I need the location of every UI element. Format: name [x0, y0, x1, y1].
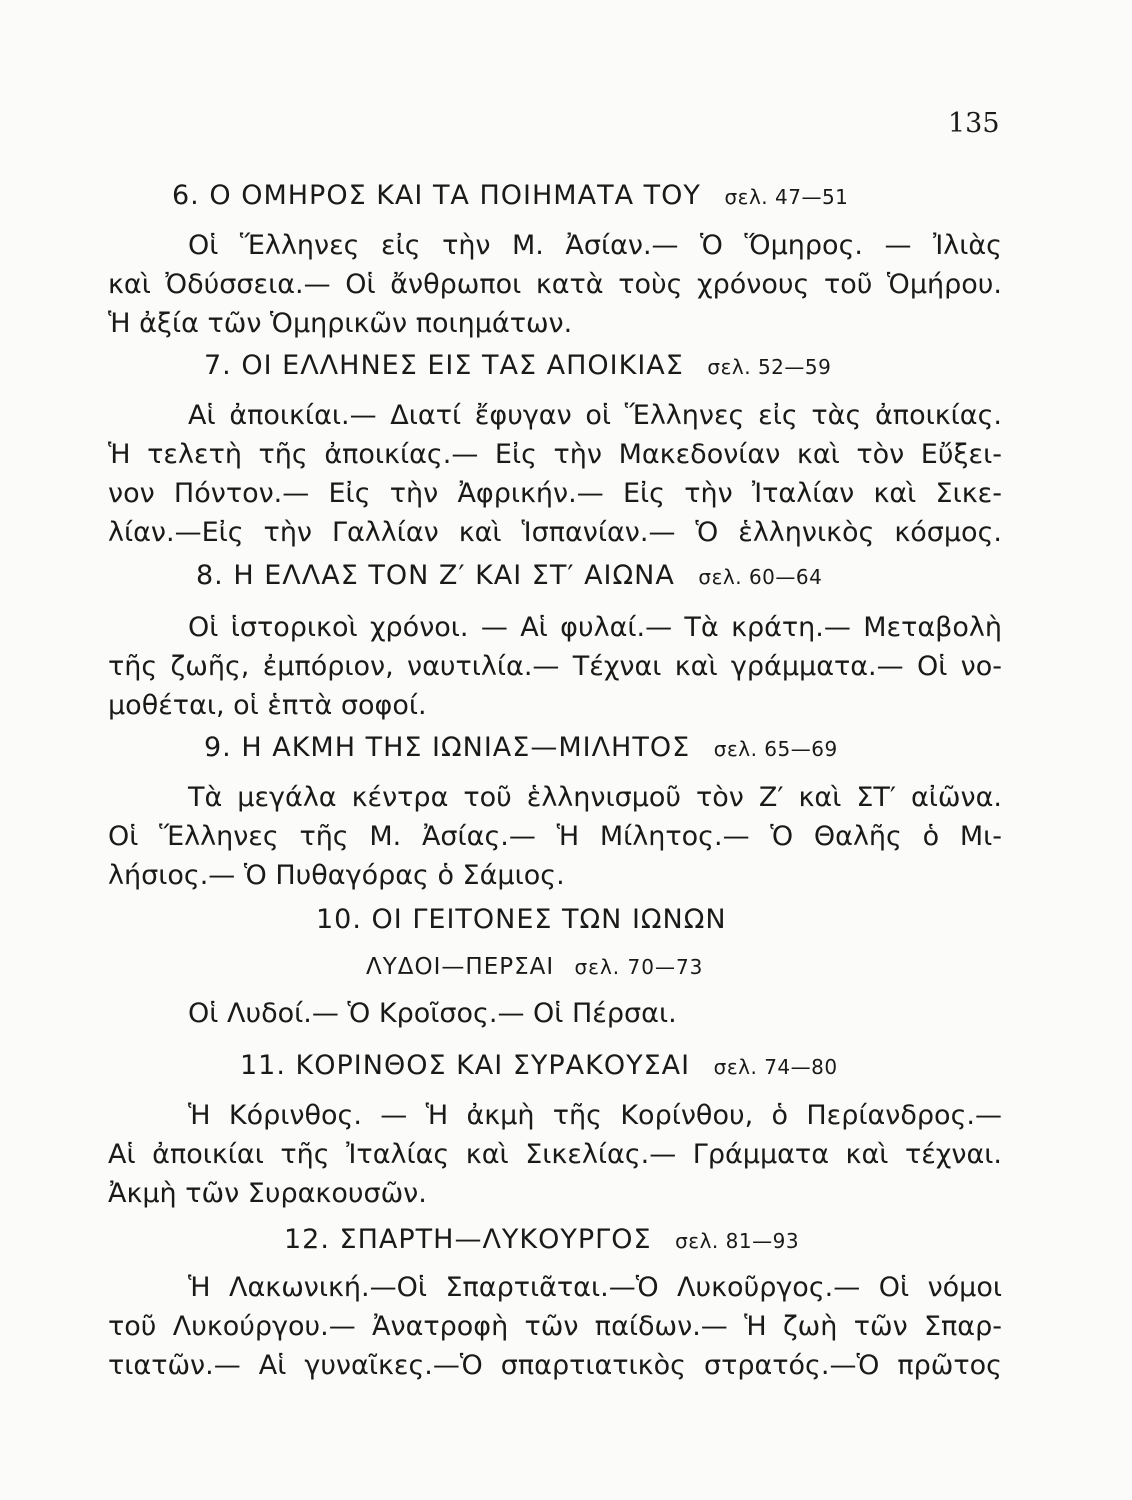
chapter-number: 8. — [196, 560, 224, 591]
chapter-pages: σελ. 70—73 — [574, 955, 704, 979]
chapter-number: 7. — [204, 350, 232, 381]
summary-line: τιατῶν.— Αἱ γυναῖκες.—Ὁ σπαρτιατικὸς στρατός.—Ὁ πρῶτος — [108, 1350, 1002, 1381]
chapter-number: 6. — [172, 180, 200, 211]
chapter-pages: σελ. 60—64 — [698, 565, 823, 589]
summary-line: μοθέται, οἱ ἑπτὰ σοφοί. — [108, 690, 427, 721]
summary-line: Οἱ Λυδοί.— Ὁ Κροῖσος.— Οἱ Πέρσαι. — [188, 998, 677, 1029]
summary-line: τῆς ζωῆς, ἐμπόριον, ναυτιλία.— Τέχναι καὶ γράμματα.— Οἱ νο- — [108, 651, 1002, 682]
summary-line: Αἱ ἀποικίαι.— Διατί ἔφυγαν οἱ Ἕλληνες εἰς τὰς ἀποικίας. — [188, 400, 1002, 431]
chapter-title: Η ΑΚΜΗ ΤΗΣ ΙΩΝΙΑΣ—ΜΙΛΗΤΟΣ — [241, 732, 691, 763]
summary-line: Ἡ τελετὴ τῆς ἀποικίας.— Εἰς τὴν Μακεδονίαν καὶ τὸν Εὔξει- — [108, 439, 1002, 470]
summary-line: Ἡ Λακωνική.—Οἱ Σπαρτιᾶται.—Ὁ Λυκοῦργος.— Οἱ νόμοι — [188, 1272, 1002, 1303]
chapter-heading — [240, 1050, 838, 1081]
chapter-title: Η ΕΛΛΑΣ ΤΟΝ Ζ′ ΚΑΙ ΣΤ′ ΑΙΩΝΑ — [233, 560, 675, 591]
chapter-pages: σελ. 74—80 — [713, 1055, 838, 1079]
chapter-number: 11. — [240, 1050, 286, 1081]
summary-line: Ἀκμὴ τῶν Συρακουσῶν. — [108, 1178, 427, 1209]
chapter-pages: σελ. 65—69 — [713, 737, 838, 761]
chapter-title: ΟΙ ΕΛΛΗΝΕΣ ΕΙΣ ΤΑΣ ΑΠΟΙΚΙΑΣ — [241, 350, 684, 381]
chapter-number: 9. — [204, 732, 232, 763]
chapter-summary — [108, 1268, 1002, 1385]
summary-line: καὶ Ὀδύσσεια.— Οἱ ἄνθρωποι κατὰ τοὺς χρόνους τοῦ Ὁμήρου. — [108, 269, 1002, 300]
chapter-subtitle: ΛΥΔΟΙ—ΠΕΡΣΑΙ — [366, 954, 555, 980]
chapter-title: ΚΟΡΙΝΘΟΣ ΚΑΙ ΣΥΡΑΚΟΥΣΑΙ — [295, 1050, 691, 1081]
summary-line: Αἱ ἀποικίαι τῆς Ἰταλίας καὶ Σικελίας.— Γράμματα καὶ τέχναι. — [108, 1139, 1002, 1170]
summary-line: νον Πόντον.— Εἰς τὴν Ἀφρικήν.— Εἰς τὴν Ἰταλίαν καὶ Σικε- — [108, 478, 1002, 509]
chapter-heading — [204, 350, 831, 381]
chapter-heading — [316, 904, 727, 935]
summary-line: Οἱ ἱστορικοὶ χρόνοι. — Αἱ φυλαί.— Τὰ κράτη.— Μεταβολὴ — [188, 612, 1002, 643]
chapter-summary — [108, 396, 1002, 552]
summary-line: Οἱ Ἕλληνες εἰς τὴν Μ. Ἀσίαν.— Ὁ Ὅμηρος. — Ἰλιὰς — [188, 230, 1002, 261]
page-number: 135 — [948, 108, 1000, 139]
summary-line: λίαν.—Εἰς τὴν Γαλλίαν καὶ Ἱσπανίαν.— Ὁ ἑλληνικὸς κόσμος. — [108, 517, 1002, 548]
chapter-pages: σελ. 47—51 — [724, 185, 849, 209]
chapter-heading — [172, 180, 848, 211]
chapter-summary — [108, 994, 1002, 1033]
chapter-heading — [204, 732, 838, 763]
chapter-heading — [196, 560, 822, 591]
chapter-pages: σελ. 52—59 — [707, 355, 832, 379]
summary-line: τοῦ Λυκούργου.— Ἀνατροφὴ τῶν παίδων.— Ἡ ζωὴ τῶν Σπαρ- — [108, 1311, 1002, 1342]
chapter-summary — [108, 226, 1002, 343]
chapter-summary — [108, 778, 1002, 895]
summary-line: Ἡ Κόρινθος. — Ἡ ἀκμὴ τῆς Κορίνθου, ὁ Περίανδρος.— — [188, 1100, 1002, 1131]
summary-line: Ἡ ἀξία τῶν Ὁμηρικῶν ποιημάτων. — [108, 308, 573, 339]
summary-line: λήσιος.— Ὁ Πυθαγόρας ὁ Σάμιος. — [108, 860, 565, 891]
summary-line: Τὰ μεγάλα κέντρα τοῦ ἑλληνισμοῦ τὸν Ζ′ καὶ ΣΤ′ αἰῶνα. — [188, 782, 1002, 813]
chapter-pages: σελ. 81—93 — [675, 1229, 800, 1253]
chapter-summary — [108, 608, 1002, 725]
chapter-title: Ο ΟΜΗΡΟΣ ΚΑΙ ΤΑ ΠΟΙΗΜΑΤΑ ΤΟΥ — [209, 180, 701, 211]
chapter-title: ΟΙ ΓΕΙΤΟΝΕΣ ΤΩΝ ΙΩΝΩΝ — [371, 904, 727, 935]
chapter-number: 10. — [316, 904, 362, 935]
chapter-summary — [108, 1096, 1002, 1213]
chapter-number: 12. — [284, 1224, 330, 1255]
chapter-heading — [284, 1224, 799, 1255]
chapter-title: ΣΠΑΡΤΗ—ΛΥΚΟΥΡΓΟΣ — [339, 1224, 652, 1255]
chapter-subheading — [366, 954, 703, 980]
summary-line: Οἱ Ἕλληνες τῆς Μ. Ἀσίας.— Ἡ Μίλητος.— Ὁ Θαλῆς ὁ Μι- — [108, 821, 1002, 852]
